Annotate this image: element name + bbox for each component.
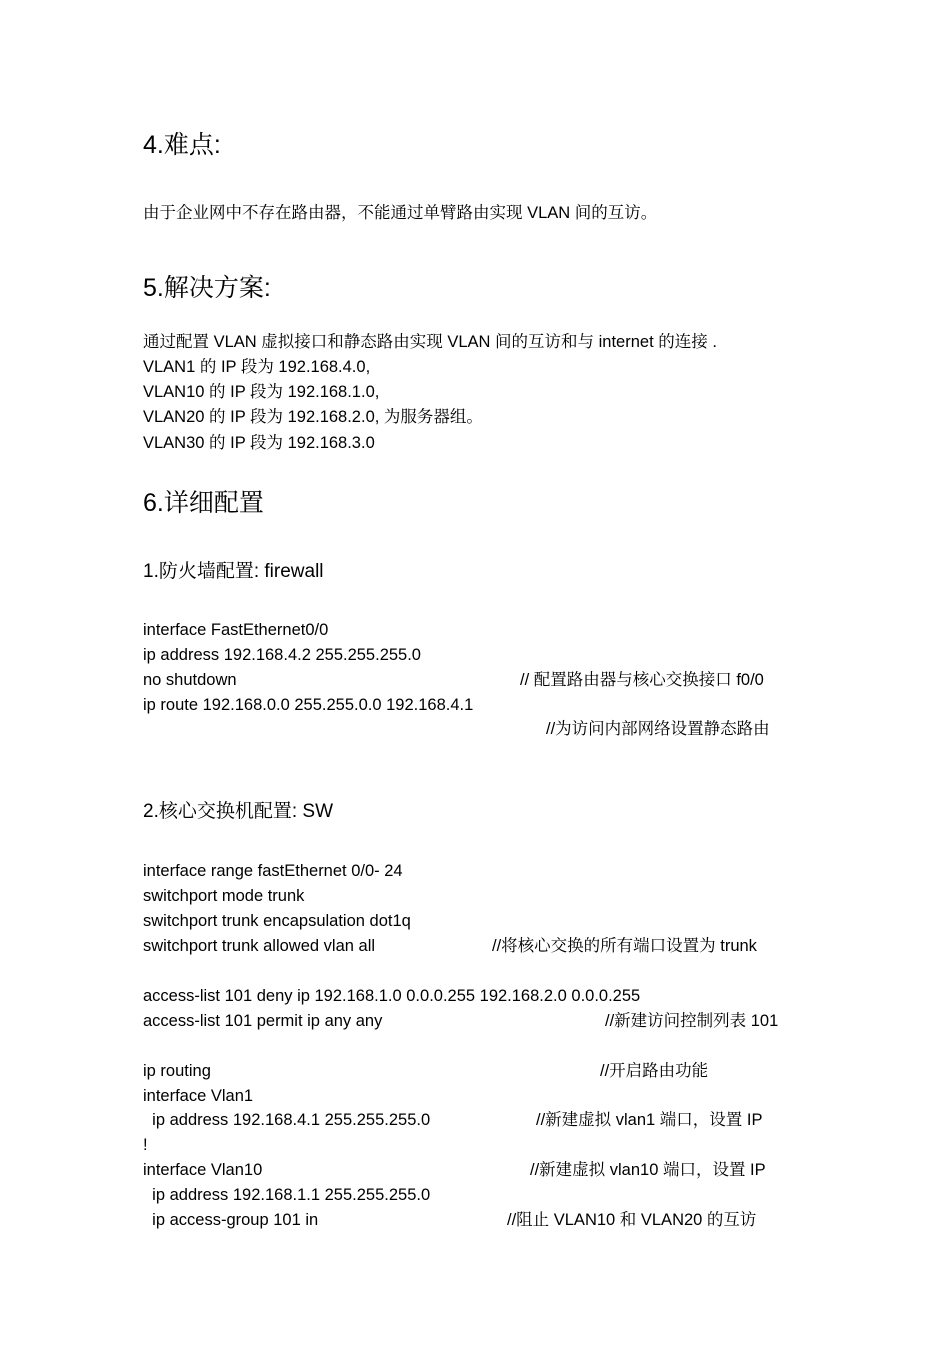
config-line: access-list 101 deny ip 192.168.1.0 0.0.0.255 192.168.2.0 0.0.0.255	[143, 987, 641, 1005]
config-line: ip address 192.168.4.2 255.255.255.0	[143, 646, 421, 664]
config-line: interface Vlan10	[143, 1161, 263, 1179]
solution-line: 通过配置 VLAN 虚拟接口和静态路由实现 VLAN 间的互访和与 internet 的连接 .	[143, 333, 717, 351]
config-comment: //开启路由功能	[600, 1062, 709, 1080]
config-comment: // 配置路由器与核心交换接口 f0/0	[520, 671, 764, 689]
config-comment: //将核心交换的所有端口设置为 trunk	[492, 937, 757, 955]
config-line: interface FastEthernet0/0	[143, 621, 329, 639]
solution-line: VLAN20 的 IP 段为 192.168.2.0, 为服务器组。	[143, 408, 483, 426]
config-line: ip access-group 101 in	[143, 1211, 319, 1229]
config-line: interface range fastEthernet 0/0- 24	[143, 862, 403, 880]
config-line: access-list 101 permit ip any any	[143, 1012, 383, 1030]
config-line: no shutdown	[143, 671, 237, 689]
config-line: switchport mode trunk	[143, 887, 305, 905]
config-line: !	[143, 1136, 148, 1154]
config-line: ip routing	[143, 1062, 211, 1080]
firewall-config-title: 1.防火墙配置: firewall	[143, 561, 324, 582]
section-4-body: 由于企业网中不存在路由器，不能通过单臂路由实现 VLAN 间的互访。	[143, 204, 658, 222]
config-comment: //阻止 VLAN10 和 VLAN20 的互访	[507, 1211, 757, 1229]
core-switch-config-title: 2.核心交换机配置: SW	[143, 801, 334, 822]
config-comment: //新建虚拟 vlan10 端口，设置 IP	[530, 1161, 766, 1179]
config-comment: //为访问内部网络设置静态路由	[546, 720, 770, 738]
config-line: switchport trunk allowed vlan all	[143, 937, 376, 955]
solution-line: VLAN1 的 IP 段为 192.168.4.0,	[143, 358, 371, 376]
solution-line: VLAN10 的 IP 段为 192.168.1.0,	[143, 383, 380, 401]
config-comment: //新建访问控制列表 101	[605, 1012, 779, 1030]
config-line: ip route 192.168.0.0 255.255.0.0 192.168.4.1	[143, 696, 474, 714]
solution-line: VLAN30 的 IP 段为 192.168.3.0	[143, 434, 375, 452]
config-line: ip address 192.168.4.1 255.255.255.0	[143, 1111, 431, 1129]
config-comment: //新建虚拟 vlan1 端口，设置 IP	[536, 1111, 763, 1129]
section-4-heading: 4.难点:	[143, 131, 221, 159]
section-6-heading: 6.详细配置	[143, 489, 264, 517]
config-line: switchport trunk encapsulation dot1q	[143, 912, 411, 930]
config-line: interface Vlan1	[143, 1087, 254, 1105]
section-5-heading: 5.解决方案:	[143, 274, 271, 302]
config-line: ip address 192.168.1.1 255.255.255.0	[143, 1186, 431, 1204]
